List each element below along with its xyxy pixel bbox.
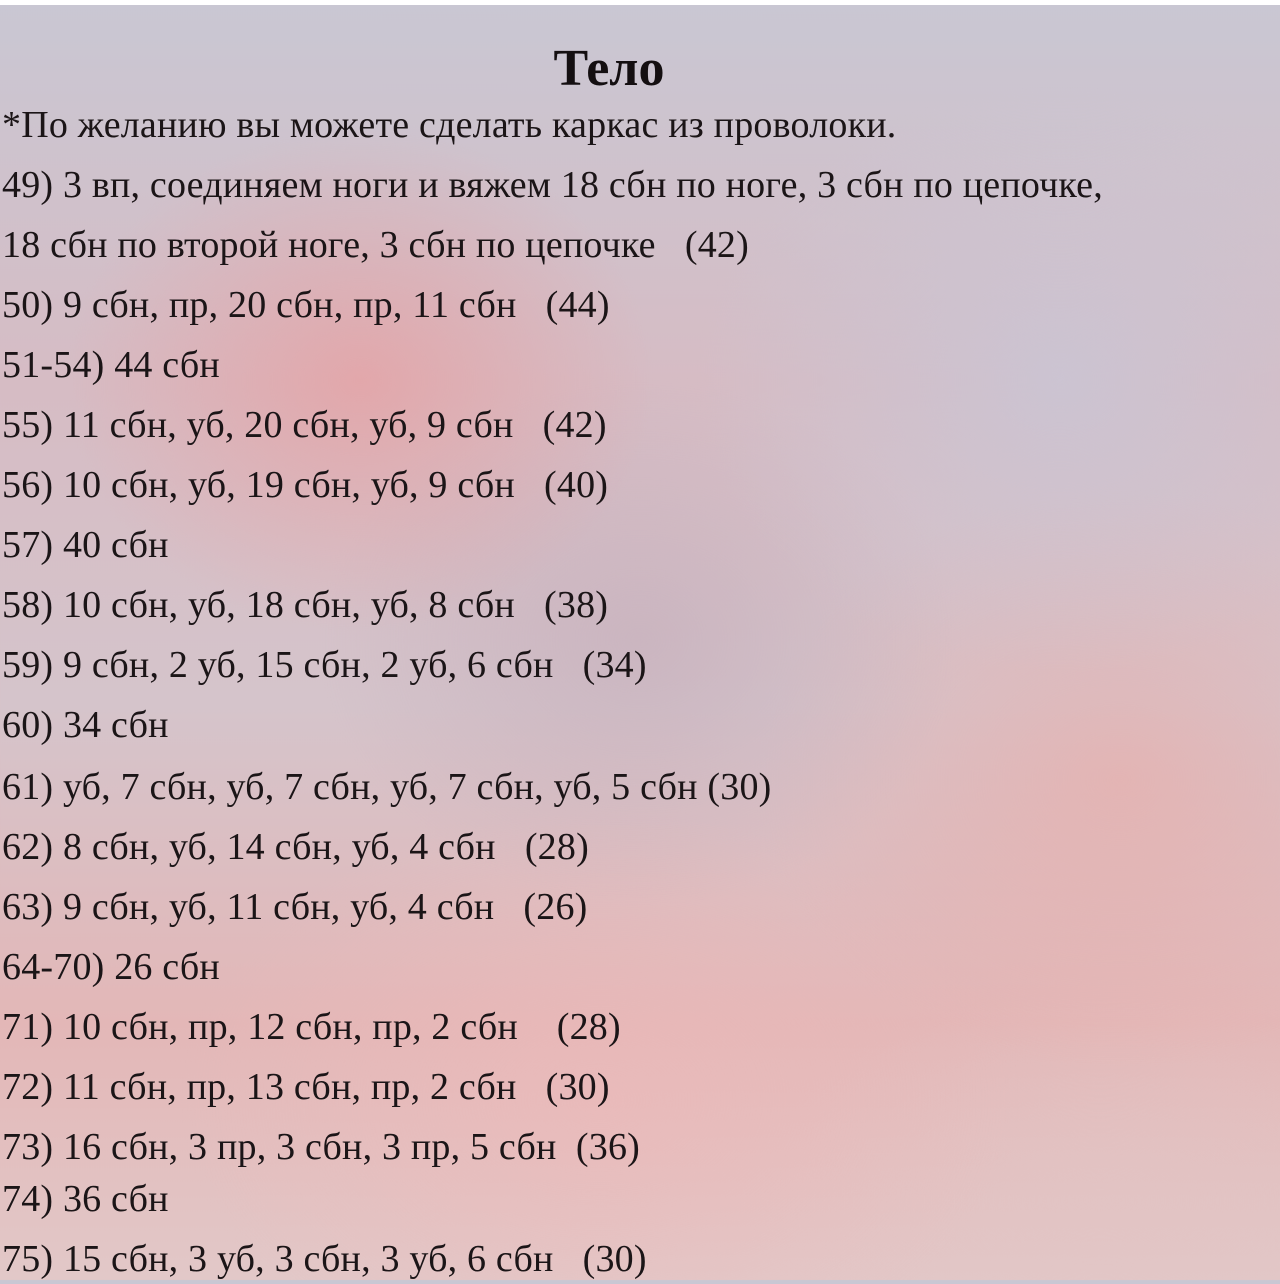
instruction-line: 51-54) 44 сбн (2, 344, 220, 386)
instruction-line: 62) 8 сбн, уб, 14 сбн, уб, 4 сбн (28) (2, 826, 589, 868)
instruction-line: 64-70) 26 сбн (2, 946, 220, 988)
instruction-line: 58) 10 сбн, уб, 18 сбн, уб, 8 сбн (38) (2, 584, 609, 626)
instruction-line: 55) 11 сбн, уб, 20 сбн, уб, 9 сбн (42) (2, 404, 607, 446)
instruction-line: 60) 34 сбн (2, 704, 169, 746)
instruction-line: 50) 9 сбн, пр, 20 сбн, пр, 11 сбн (44) (2, 284, 610, 326)
instruction-line: 49) 3 вп, соединяем ноги и вяжем 18 сбн по ноге, 3 сбн по цепочке, (2, 164, 1103, 206)
instruction-line: 73) 16 сбн, 3 пр, 3 сбн, 3 пр, 5 сбн (36) (2, 1126, 641, 1168)
instruction-line: 71) 10 сбн, пр, 12 сбн, пр, 2 сбн (28) (2, 1006, 621, 1048)
note-line: *По желанию вы можете сделать каркас из проволоки. (2, 104, 897, 146)
instruction-line: 59) 9 сбн, 2 уб, 15 сбн, 2 уб, 6 сбн (34) (2, 644, 647, 686)
instruction-line: 57) 40 сбн (2, 524, 169, 566)
instruction-line: 63) 9 сбн, уб, 11 сбн, уб, 4 сбн (26) (2, 886, 588, 928)
instruction-line: 72) 11 сбн, пр, 13 сбн, пр, 2 сбн (30) (2, 1066, 610, 1108)
instruction-line: 61) уб, 7 сбн, уб, 7 сбн, уб, 7 сбн, уб, 5 сбн (30) (2, 766, 772, 808)
instruction-line: 74) 36 сбн (2, 1178, 169, 1220)
page-title: Тело (553, 40, 665, 97)
instruction-line: 18 сбн по второй ноге, 3 сбн по цепочке (42) (2, 224, 749, 266)
instruction-line: 75) 15 сбн, 3 уб, 3 сбн, 3 уб, 6 сбн (30) (2, 1238, 647, 1280)
instruction-line: 56) 10 сбн, уб, 19 сбн, уб, 9 сбн (40) (2, 464, 609, 506)
